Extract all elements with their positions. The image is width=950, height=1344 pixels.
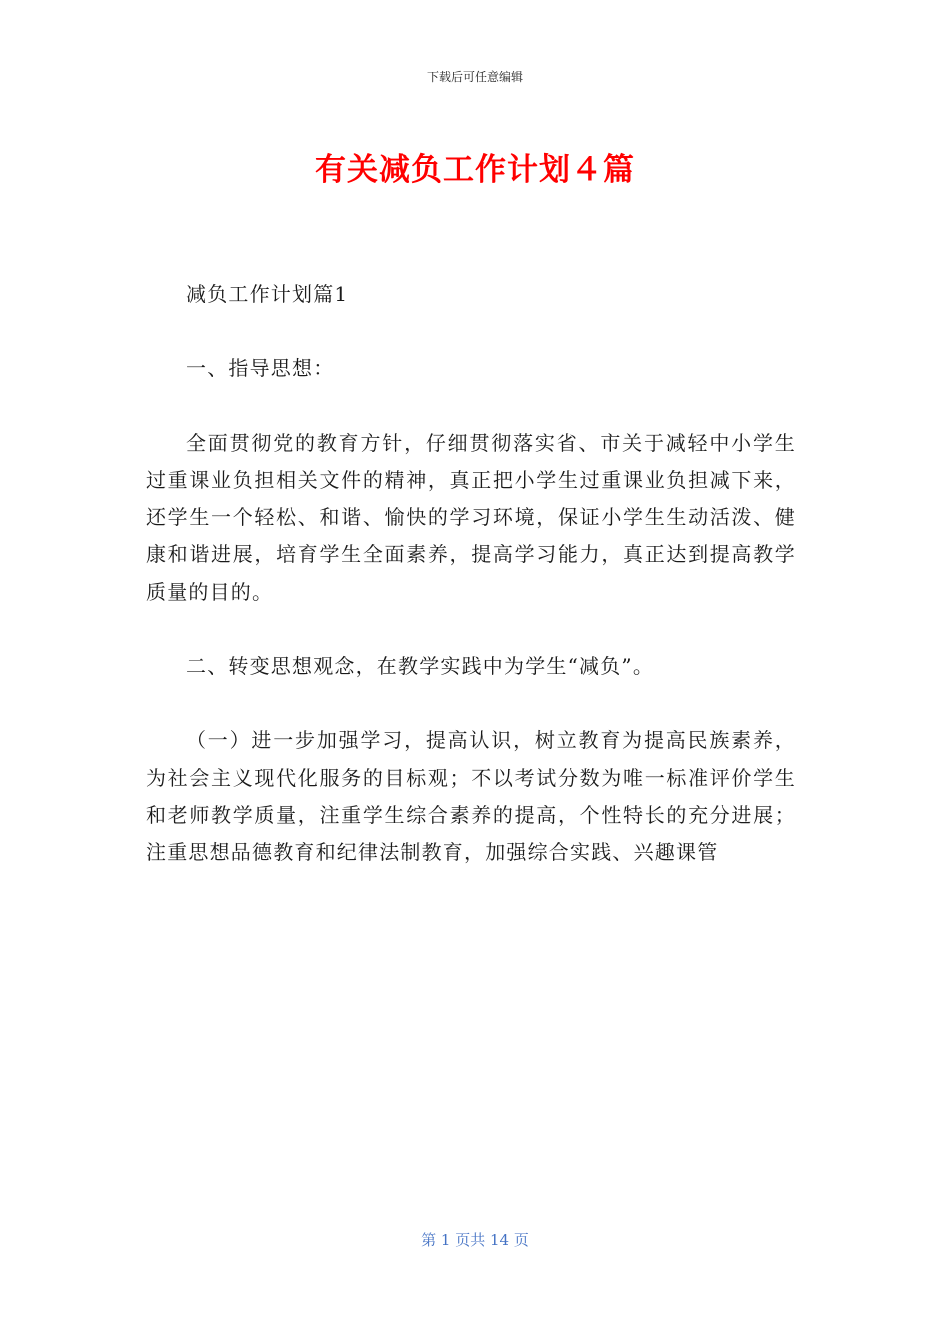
document-title: 有关减负工作计划４篇	[315, 152, 635, 188]
header-note: 下载后可任意编辑	[426, 70, 523, 84]
page-footer: 第 1 页共 14 页	[421, 1231, 529, 1249]
body-paragraph: 全面贯彻党的教育方针，仔细贯彻落实省、市关于减轻中小学生过重课业负担相关文件的精神，真正把小学生过重课业负担减下来，还学生一个轻松、和谐、愉快的学习环境，保证小学生生动活泼、健康和谐进展，培育学生全面素养，提高学习能力，真正达到提高教学质量的目的。	[146, 430, 796, 604]
section-heading: 减负工作计划篇1	[186, 282, 349, 306]
document-body	[146, 276, 796, 871]
body-paragraph: （一）进一步加强学习，提高认识，树立教育为提高民族素养，为社会主义现代化服务的目标观；不以考试分数为唯一标准评价学生和老师教学质量，注重学生综合素养的提高，个性特长的充分进展；注重思想品德教育和纪律法制教育，加强综合实践、兴趣课管	[146, 728, 796, 864]
subsection-heading: 一、指导思想：	[186, 356, 335, 381]
subsection-heading: 二、转变思想观念，在教学实践中为学生“减负”。	[186, 653, 655, 678]
